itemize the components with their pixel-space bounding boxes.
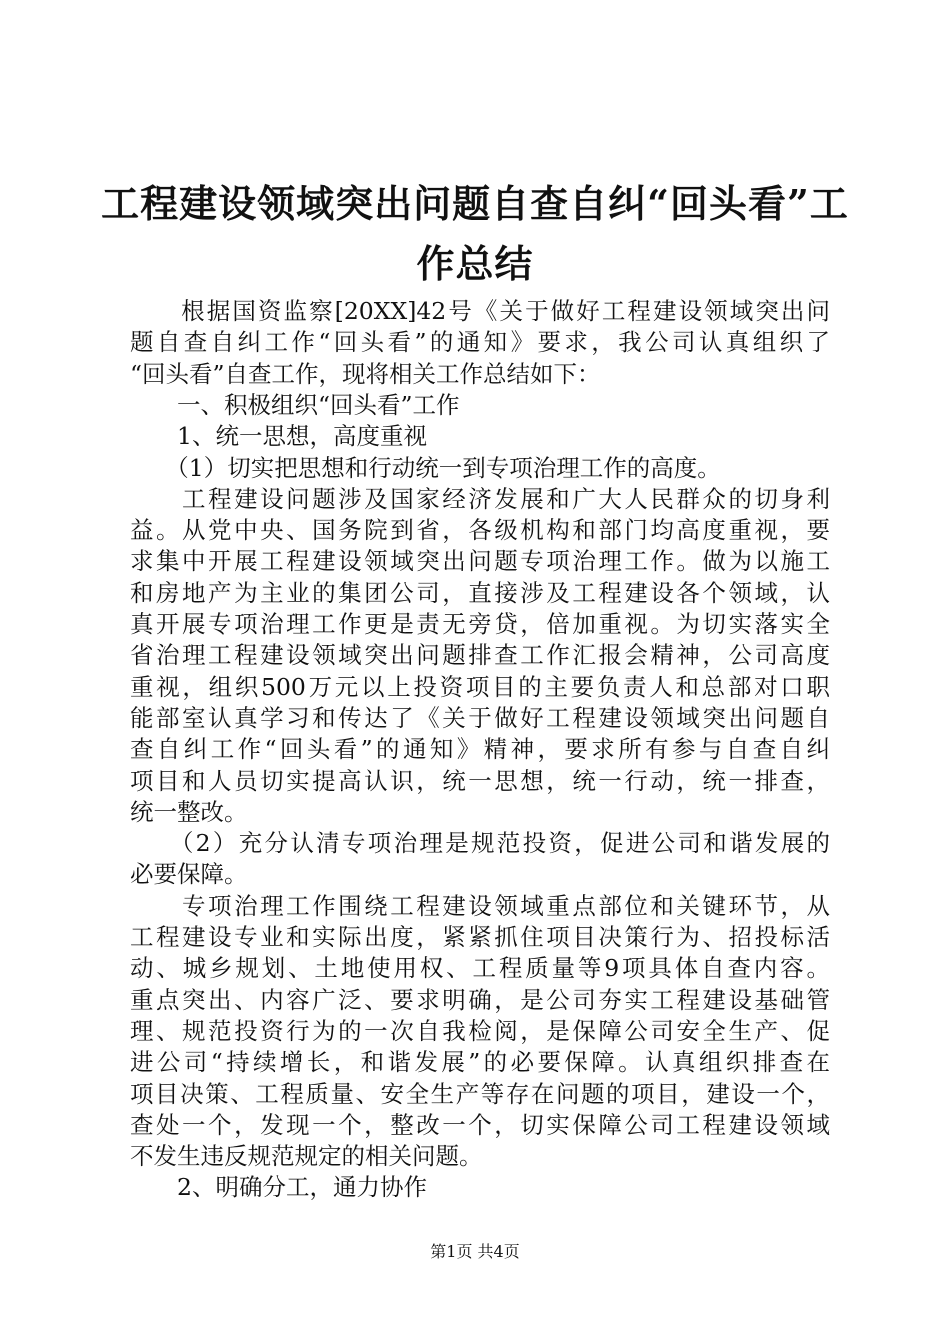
body-line: 查处一个，发现一个，整改一个，切实保障公司工程建设领域 (130, 1110, 830, 1139)
body-line: 进公司“持续增长，和谐发展”的必要保障。认真组织排查在 (130, 1048, 830, 1077)
body-line: 求集中开展工程建设领域突出问题专项治理工作。做为以施工 (130, 547, 830, 576)
body-line: 项目决策、工程质量、安全生产等存在问题的项目，建设一个， (130, 1079, 830, 1108)
body-line: 根据国资监察[20XX]42号《关于做好工程建设领域突出问 (130, 297, 830, 325)
body-line: 项目和人员切实提高认识，统一思想，统一行动，统一排查， (130, 766, 830, 795)
body-line: 重视，组织500万元以上投资项目的主要负责人和总部对口职 (130, 672, 830, 701)
page-footer: 第1页 共4页 (430, 1242, 520, 1261)
body-line: 省治理工程建设领域突出问题排查工作汇报会精神，公司高度 (130, 641, 830, 670)
document-title-line-2: 作总结 (416, 241, 534, 286)
body-line: 查自纠工作“回头看”的通知》精神，要求所有参与自查自纠 (130, 735, 830, 764)
document-title-line-1: 工程建设领域突出问题自查自纠“回头看”工 (101, 181, 849, 226)
body-line: 题自查自纠工作“回头看”的通知》要求，我公司认真组织了 (130, 328, 830, 357)
body-line: 动、城乡规划、土地使用权、工程质量等9项具体自查内容。 (130, 954, 830, 983)
body-line: 益。从党中央、国务院到省，各级机构和部门均高度重视，要 (130, 516, 830, 545)
body-line: 能部室认真学习和传达了《关于做好工程建设领域突出问题自 (130, 703, 830, 732)
body-line: 必要保障。 (130, 860, 248, 889)
body-line: 统一整改。 (130, 797, 248, 826)
body-line: （2）充分认清专项治理是规范投资，促进公司和谐发展的 (130, 829, 830, 858)
body-line: 真开展专项治理工作更是责无旁贷，倍加重视。为切实落实全 (130, 610, 830, 638)
body-line: 工程建设问题涉及国家经济发展和广大人民群众的切身利 (130, 484, 830, 513)
body-line: 一、积极组织“回头看”工作 (130, 390, 460, 419)
body-line: 理、规范投资行为的一次自我检阅，是保障公司安全生产、促 (130, 1016, 830, 1045)
body-line: （1）切实把思想和行动统一到专项治理工作的高度。 (130, 453, 721, 482)
body-line: 1、统一思想，高度重视 (130, 422, 427, 451)
body-line: “回头看”自查工作，现将相关工作总结如下： (130, 359, 601, 388)
body-line: 工程建设专业和实际出度，紧紧抓住项目决策行为、招投标活 (130, 923, 830, 951)
body-line: 重点突出、内容广泛、要求明确，是公司夯实工程建设基础管 (130, 985, 830, 1014)
body-line: 和房地产为主业的集团公司，直接涉及工程建设各个领域，认 (130, 578, 830, 607)
body-line: 不发生违反规范规定的相关问题。 (130, 1142, 483, 1171)
body-line: 专项治理工作围绕工程建设领域重点部位和关键环节，从 (130, 891, 830, 920)
body-line: 2、明确分工，通力协作 (130, 1173, 427, 1202)
